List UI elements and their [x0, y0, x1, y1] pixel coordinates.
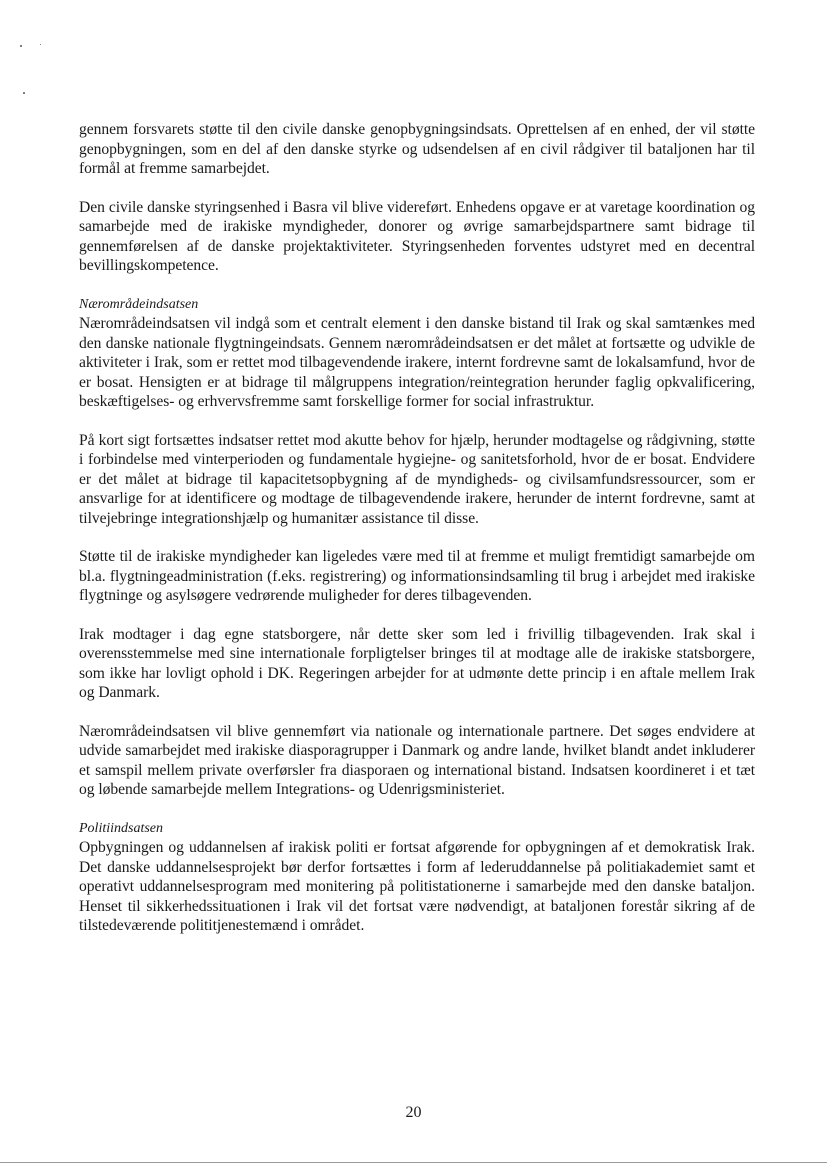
- paragraph: Irak modtager i dag egne statsborgere, når dette sker som led i frivillig tilbagevenden. Irak skal i overensstemmelse med sine internationale forpligtelser bringes til at modtage alle de irakiske statsborgere, som ikke har lovligt ophold i DK. Regeringen arbejder for at udmønte dette princip i en aftale mellem Irak og Danmark.: [79, 625, 755, 701]
- paragraph-gap: [79, 179, 755, 198]
- scan-speck: [40, 44, 41, 45]
- page-number: 20: [405, 1104, 422, 1121]
- paragraph: Støtte til de irakiske myndigheder kan ligeledes være med til at fremme et muligt fremtidigt samarbejde om bl.a. flygtningeadministration (f.eks. registrering) og informationsindsamling til brug i arbejdet med irakiske flygtninge og asylsøgere vedrørende muligheder for deres tilbagevenden.: [79, 548, 755, 604]
- paragraph: Opbygningen og uddannelsen af irakisk politi er fortsat afgørende for opbygningen af et demokratisk Irak. Det danske uddannelsesprojekt bør derfor fortsættes i form af lederuddannelse på politiakademiet samt et operativt uddannelsesprogram med monitering på politistationerne i samarbejde med den danske bataljon. Henset til sikkerhedssituationen i Irak vil det fortsat være nødvendigt, at bataljonen forestår sikring af de tilstedeværende polititjenestemænd i området.: [79, 839, 755, 934]
- paragraph: gennem forsvarets støtte til den civile danske genopbygningsindsats. Oprettelsen af en enhed, der vil støtte genopbygningen, som en del af den danske styrke og udsendelsen af en civil rådgiver til bataljonen har til formål at fremme samarbejdet.: [79, 121, 755, 177]
- paragraph: Den civile danske styringsenhed i Basra vil blive videreført. Enhedens opgave er at varetage koordination og samarbejde med de irakiske myndigheder, donorer og øvrige samarbejdspartnere samt bidrage til gennemførelsen af de danske projektaktiviteter. Styringsenheden forventes udstyret med en decentral bevillingskompetence.: [79, 198, 755, 274]
- paragraph: Nærområdeindsatsen vil blive gennemført via nationale og internationale partnere. Det søges endvidere at udvide samarbejdet med irakiske diasporagrupper i Danmark og andre lande, hvilket blandt andet inkluderer et samspil mellem private overførsler fra diasporaen og international bistand. Indsatsen koordineret i et tæt og løbende samarbejde mellem Integrations- og Udenrigsministeriet.: [79, 722, 755, 798]
- scan-speck: [20, 45, 22, 47]
- paragraph: Nærområdeindsatsen vil indgå som et centralt element i den danske bistand til Irak og skal samtænkes med den danske nationale flygtningeindsats. Gennem nærområdeindsatsen er det målet at fortsætte og udvikle de aktiviteter i Irak, som er rettet mod tilbagevendende irakere, internt fordrevne samt de lokalsamfund, hvor de er bosat. Hensigten er at bidrage til målgruppens integration/reintegration herunder faglig opkvalificering, beskæftigelses- og erhvervsfremme samt forskellige former for social infrastruktur.: [79, 315, 755, 410]
- paragraph-gap: [79, 606, 755, 625]
- paragraph: På kort sigt fortsættes indsatser rettet mod akutte behov for hjælp, herunder modtagelse og rådgivning, støtte i forbindelse med vinterperioden og fundamentale hygiejne- og sanitetsforhold, hvor de er bosat. Endvidere er det målet at bidrage til kapacitetsopbygning af de myndigheds- og civilsamfundsressourcer, som er ansvarlige for at identificere og modtage de tilbagevendende irakere, herunder de internt fordrevne, samt at tilvejebringe integrationshjælp og humanitær assistance til disse.: [79, 431, 755, 527]
- paragraph-gap: [79, 276, 755, 295]
- document-body: [79, 120, 755, 936]
- scan-speck: [23, 92, 25, 94]
- paragraph-gap: [79, 412, 755, 431]
- scan-edge-line: [0, 1162, 827, 1163]
- section-heading: Politiindsatsen: [79, 820, 163, 836]
- paragraph-gap: [79, 703, 755, 722]
- paragraph-gap: [79, 528, 755, 547]
- paragraph-gap: [79, 800, 755, 819]
- section-heading: Nærområdeindsatsen: [79, 296, 199, 312]
